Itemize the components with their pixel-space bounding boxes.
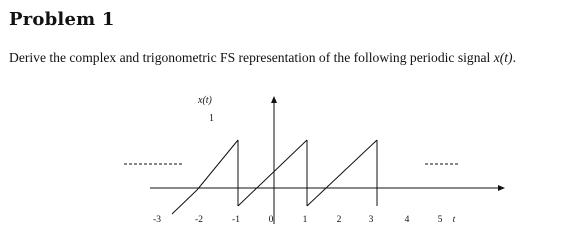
tick-label-3: 3 xyxy=(368,215,374,225)
tick-label-1: 1 xyxy=(302,215,308,225)
t-axis-arrowhead xyxy=(498,185,505,191)
tick-label-4: 4 xyxy=(404,215,410,225)
sawtooth-ramp-1 xyxy=(197,140,238,190)
amplitude-label: 1 xyxy=(209,113,214,124)
statement-end: . xyxy=(512,50,516,65)
tick-label-0: 0 xyxy=(268,215,274,225)
signal-symbol: x(t) xyxy=(493,50,513,65)
sawtooth-ramp-2 xyxy=(238,140,307,206)
tick-label-minus-2: -2 xyxy=(195,215,203,225)
sawtooth-ramp-3 xyxy=(307,140,377,206)
tick-label-2: 2 xyxy=(336,215,342,225)
t-axis-variable: t xyxy=(452,215,456,225)
tick-label-minus-1: -1 xyxy=(232,215,240,225)
sawtooth-lead-in xyxy=(172,190,197,214)
statement-text: Derive the complex and trigonometric FS representation of the following periodic signal xyxy=(9,50,494,65)
tick-label-5: 5 xyxy=(437,215,443,225)
y-axis-label: x(t) xyxy=(198,95,212,106)
x-axis-arrowhead xyxy=(271,96,277,103)
tick-label-minus-3: -3 xyxy=(153,215,161,225)
problem-heading: Problem 1 xyxy=(9,9,115,30)
